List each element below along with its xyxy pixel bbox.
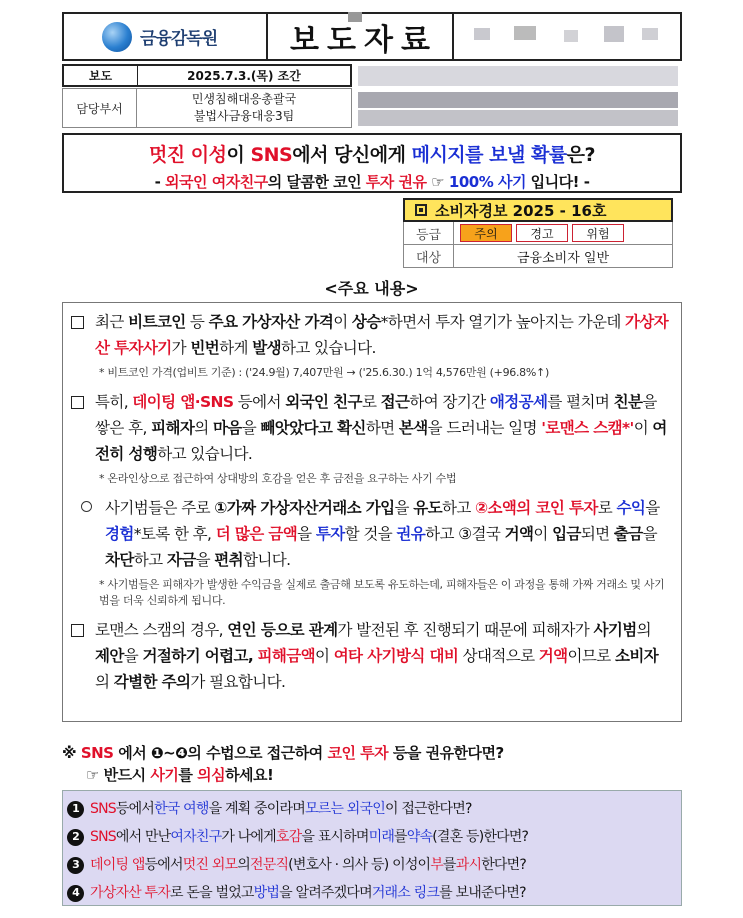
tip-item-1: 1 SNS 등에서 한국 여행 을 계획 중이라며 모르는 외국인 이 접근한다면? — [67, 795, 681, 823]
consumer-alert-box — [403, 198, 673, 268]
paragraph-4: 로맨스 스캠의 경우, 연인 등으로 관계가 발전된 후 진행되기 때문에 피해자가 사기범의 제안을 거절하기 어렵고, 피해금액이 여타 사기방식 대비 상대적으로 거액이므로 소비자의 각별한 주의가 필요합니다. — [71, 617, 669, 695]
release-row — [62, 64, 352, 87]
alert-title: 소비자경보 2025 - 16호 — [403, 198, 673, 222]
redacted-contact-1 — [358, 66, 678, 86]
tip-item-3: 3 데이팅 앱 등에서 멋진 외모 의 전문직 (변호사 · 의사 등) 이성이 부 를 과시 한다면? — [67, 851, 681, 879]
globe-logo-icon — [102, 22, 132, 52]
footnote-3: * 사기범들은 피해자가 발생한 수익금을 실제로 출금해 보도록 유도하는데, 피해자들은 이 과정을 통해 가짜 거래소 및 사기범을 더욱 신뢰하게 됩니다. — [99, 578, 665, 607]
dept-value — [137, 89, 351, 127]
level-warning: 경고 — [516, 224, 568, 242]
paragraph-1: 최근 비트코인 등 주요 가상자산 가격이 상승*하면서 투자 열기가 높아지는 가운데 가상자산 투자사기가 빈번하게 발생하고 있습니다. — [71, 309, 669, 361]
footnote-2: * 온라인상으로 접근하여 상대방의 호감을 얻은 후 금전을 요구하는 사기 수법 — [99, 472, 457, 485]
dept-line-1: 민생침해대응총괄국 — [191, 92, 297, 106]
target-value: 금융소비자 일반 — [516, 250, 610, 266]
department-row — [62, 88, 352, 128]
circle-bullet-icon — [81, 501, 92, 512]
warning-tips-box — [62, 790, 682, 906]
section-title: <주요 내용> — [324, 279, 419, 298]
warning-line-2: ☞ 반드시 사기를 의심하세요! — [86, 766, 274, 784]
paragraph-3: 사기범들은 주로 ①가짜 가상자산거래소 가입을 유도하고 ②소액의 코인 투자로 수익을 경험*토록 한 후, 더 많은 금액을 투자할 것을 권유하고 ③결국 거액이 입금되면 출금을 차단하고 자금을 편취합니다. — [71, 495, 669, 573]
alert-grade-row — [403, 222, 673, 245]
level-caution-active: 주의 — [460, 224, 512, 242]
checkbox-bullet-icon — [71, 396, 84, 409]
warning-line-1: ※ SNS 에서 ❶~❹의 수법으로 접근하여 코인 투자 등을 권유한다면? — [62, 744, 504, 762]
checkbox-bullet-icon — [71, 624, 84, 637]
tip-item-2: 2 SNS 에서 만난 여자친구 가 나에게 호감 을 표시하며 미래 를 약속 (결혼 등)한다면? — [67, 823, 681, 851]
redacted-area — [454, 14, 680, 59]
header-table — [62, 12, 682, 61]
dept-line-2: 불법사금융대응3팀 — [193, 109, 295, 123]
release-label: 보도 — [64, 66, 138, 85]
number-2-icon: 2 — [67, 829, 84, 846]
page-title: 보도자료 — [290, 22, 438, 58]
square-bullet-icon — [415, 204, 427, 216]
redacted-contact-3 — [358, 110, 678, 126]
redaction-mark — [348, 12, 362, 22]
dept-label: 담당부서 — [63, 89, 137, 127]
checkbox-bullet-icon — [71, 316, 84, 329]
number-3-icon: 3 — [67, 857, 84, 874]
footnote-1: * 비트코인 가격(업비트 기준) : ('24.9월) 7,407만원 → ('25.6.30.) 1억 4,576만원 (+96.8%↑) — [99, 366, 549, 379]
level-danger: 위험 — [572, 224, 624, 242]
headline-line-2: - 외국인 여자친구의 달콤한 코인 투자 권유 ☞ 100% 사기 입니다! - — [154, 173, 590, 191]
number-4-icon: 4 — [67, 885, 84, 902]
warning-message — [62, 742, 682, 786]
alert-target-row — [403, 245, 673, 268]
target-label: 대상 — [404, 245, 454, 267]
headline-line-1: 멋진 이성이 SNS에서 당신에게 메시지를 보낼 확률은? — [148, 144, 596, 166]
grade-levels — [454, 222, 672, 244]
release-value: 2025.7.3.(목) 조간 — [187, 69, 301, 83]
grade-label: 등급 — [404, 222, 454, 244]
tip-item-4: 4 가상자산 투자 로 돈을 벌었고 방법 을 알려주겠다며 거래소 링크 를 보내준다면? — [67, 879, 681, 907]
paragraph-2: 특히, 데이팅 앱·SNS 등에서 외국인 친구로 접근하여 장기간 애정공세를 펼치며 친분을 쌓은 후, 피해자의 마음을 빼앗았다고 확신하면 본색을 드러내는 일명 '로맨스 스캠*'이 여전히 성행하고 있습니다. — [71, 389, 669, 467]
logo — [64, 14, 268, 59]
headline-box — [62, 133, 682, 193]
logo-text: 금융감독원 — [140, 29, 218, 49]
redacted-contact-2 — [358, 92, 678, 108]
number-1-icon: 1 — [67, 801, 84, 818]
main-content-box — [62, 302, 682, 722]
